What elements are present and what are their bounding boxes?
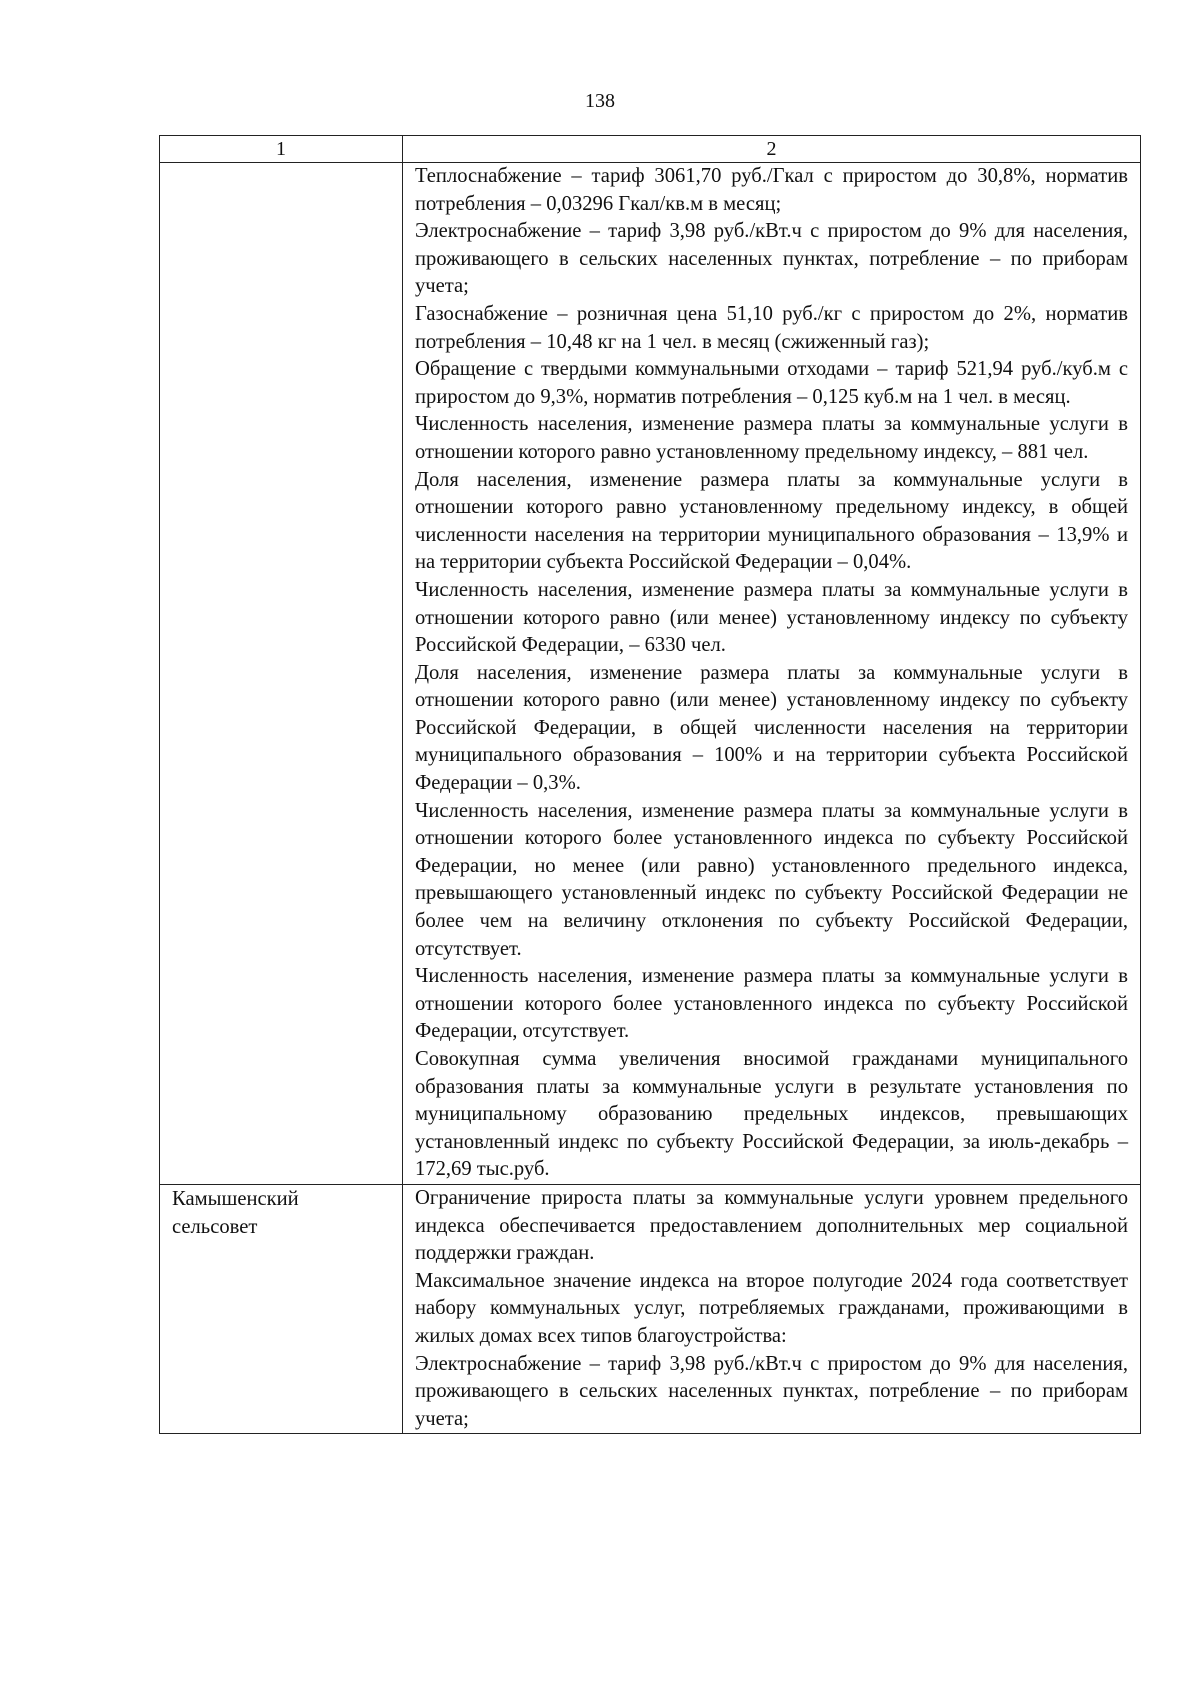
paragraph: Теплоснабжение – тариф 3061,70 руб./Гкал с приростом до 30,8%, норматив потребления – 0,03296 Гкал/кв.м в месяц; [415,165,1128,215]
paragraph: Доля населения, изменение размера платы за коммунальные услуги в отношении которого равно (или менее) установленному индексу по субъекту Российской Федерации, в общей численности населения на территории муниципального образования – 100% и на территории субъекта Российской Федерации – 0,3%. [415,661,1128,795]
municipality-name: Камышенский сельсовет [172,1187,299,1238]
paragraph: Электроснабжение – тариф 3,98 руб./кВт.ч с приростом до 9% для населения, проживающего в сельских населенных пунктах, потребление – по приборам учета; [415,1352,1128,1430]
table-header-row [160,136,1141,163]
paragraph: Численность населения, изменение размера платы за коммунальные услуги в отношении которого равно установленному предельному индексу, – 881 чел. [415,413,1128,463]
data-table [159,135,1141,1434]
municipality-name [172,163,390,164]
column-header-1: 1 [160,136,403,163]
description-cell [403,1184,1141,1433]
paragraph: Совокупная сумма увеличения вносимой гражданами муниципального образования платы за коммунальные услуги в результате установления по муниципальному образованию предельных индексов, превышающих установленный индекс по субъекту Российской Федерации, за июль-декабрь – 172,69 тыс.руб. [415,1048,1128,1181]
page-number: 138 [585,90,615,112]
description-cell [403,163,1141,1185]
table-row [160,163,1141,1185]
paragraph: Доля населения, изменение размера платы за коммунальные услуги в отношении которого равно установленному предельному индексу, в общей численности населения на территории муниципального образования – 13,9% и на территории субъекта Российской Федерации – 0,04%. [415,468,1128,574]
paragraph: Максимальное значение индекса на второе полугодие 2024 года соответствует набору коммунальных услуг, потребляемых гражданами, проживающими в жилых домах всех типов благоустройства: [415,1269,1128,1347]
paragraph: Ограничение прироста платы за коммунальные услуги уровнем предельного индекса обеспечивается предоставлением дополнительных мер социальной поддержки граждан. [415,1186,1128,1265]
column-header-2: 2 [403,136,1141,163]
paragraph: Численность населения, изменение размера платы за коммунальные услуги в отношении которого более установленного индекса по субъекту Российской Федерации, отсутствует. [415,965,1128,1043]
paragraph: Численность населения, изменение размера платы за коммунальные услуги в отношении которого более установленного индекса по субъекту Российской Федерации, но менее (или равно) установленного предельного индекса, превышающего установленный индекс по субъекту Российской Федерации не более чем на величину отклонения по субъекту Российской Федерации, отсутствует. [415,799,1128,960]
table-row [160,1184,1141,1433]
paragraph: Обращение с твердыми коммунальными отходами – тариф 521,94 руб./куб.м с приростом до 9,3%, норматив потребления – 0,125 куб.м на 1 чел. в месяц. [415,358,1128,408]
municipality-cell [160,163,403,1185]
paragraph: Численность населения, изменение размера платы за коммунальные услуги в отношении которого равно (или менее) установленному индексу по субъекту Российской Федерации, – 6330 чел. [415,578,1128,657]
paragraph: Электроснабжение – тариф 3,98 руб./кВт.ч с приростом до 9% для населения, проживающего в сельских населенных пунктах, потребление – по приборам учета; [415,220,1128,298]
municipality-cell [160,1184,403,1433]
paragraph: Газоснабжение – розничная цена 51,10 руб./кг с приростом до 2%, норматив потребления – 10,48 кг на 1 чел. в месяц (сжиженный газ); [415,302,1128,353]
